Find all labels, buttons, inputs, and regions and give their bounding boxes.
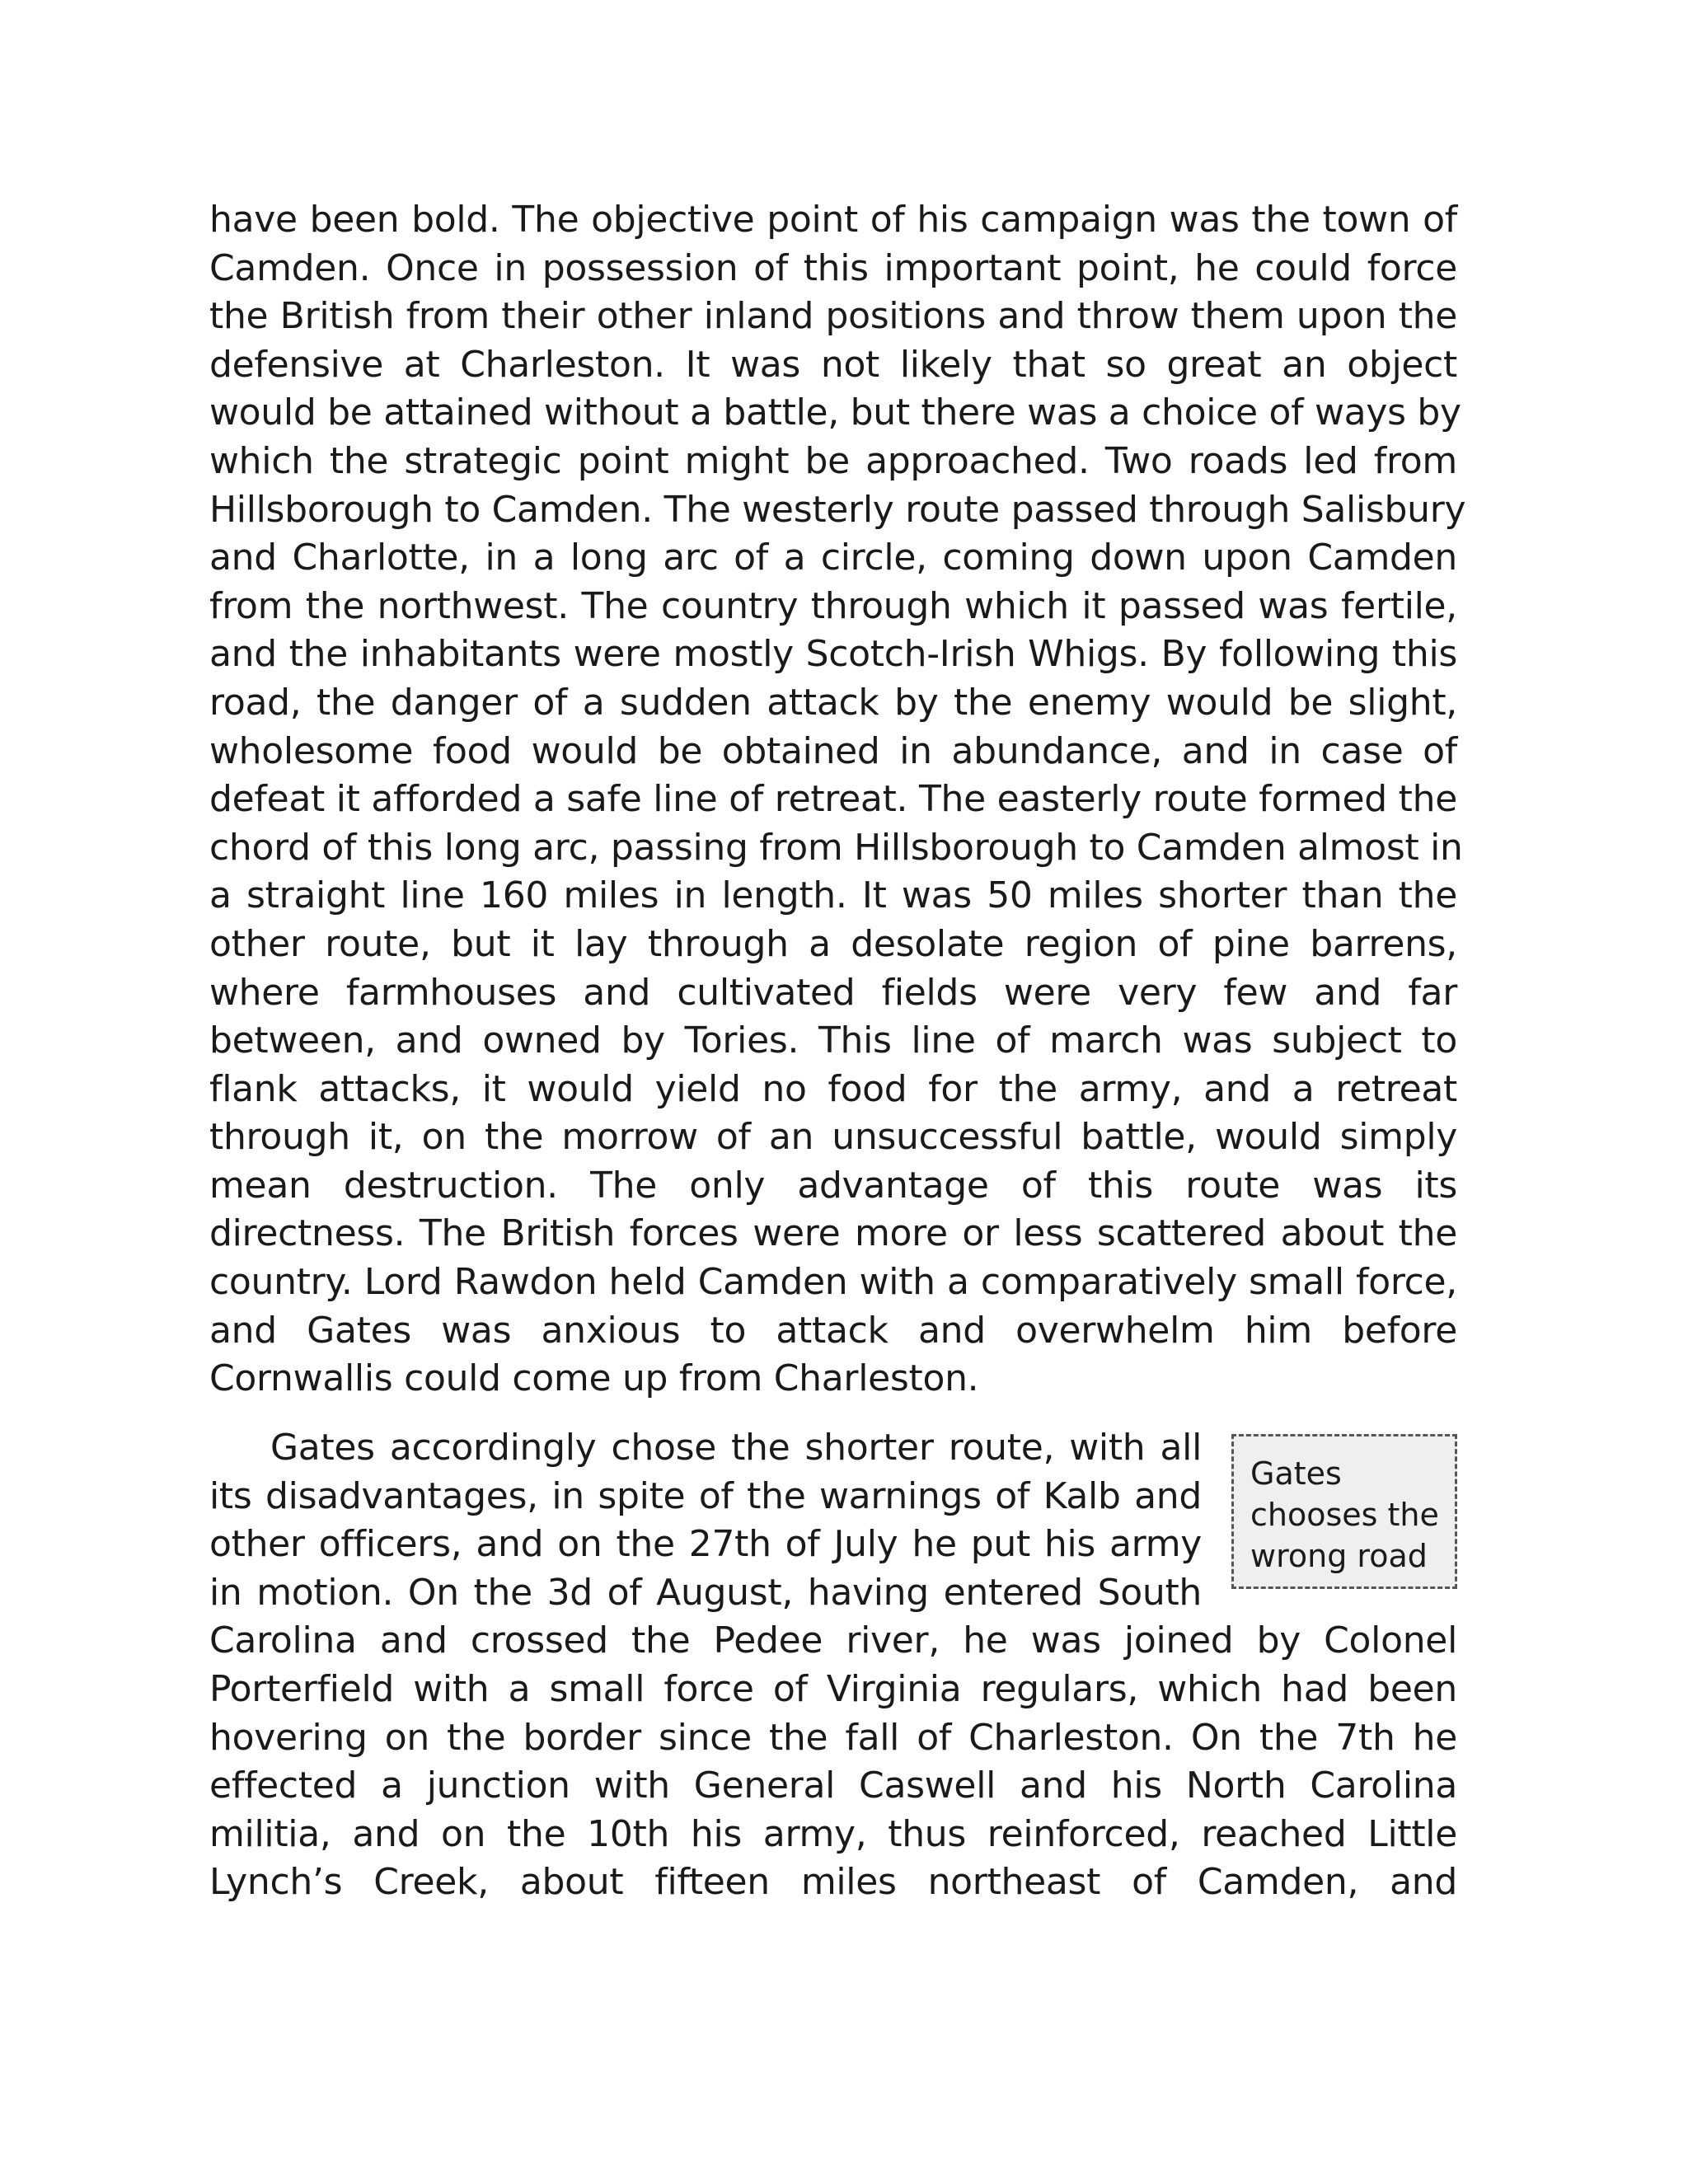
text-line: and Gates was anxious to attack and overwhelm him before xyxy=(209,1309,1457,1352)
text-line: have been bold. The objective point of his campaign was the town of xyxy=(209,199,1457,241)
margin-note xyxy=(1231,1434,1457,1589)
text-line: road, the danger of a sudden attack by the enemy would be slight, xyxy=(209,681,1457,724)
margin-note-line: chooses the xyxy=(1250,1497,1439,1533)
text-line: country. Lord Rawdon held Camden with a comparatively small force, xyxy=(209,1261,1457,1304)
text-line: Porterfield with a small force of Virginia regulars, which had been xyxy=(209,1667,1457,1710)
text-line: directness. The British forces were more or less scattered about the xyxy=(209,1212,1457,1255)
text-line: would be attained without a battle, but there was a choice of ways by xyxy=(209,391,1461,434)
text-line: Carolina and crossed the Pedee river, he was joined by Colonel xyxy=(209,1619,1457,1662)
text-line: flank attacks, it would yield no food for the army, and a retreat xyxy=(209,1067,1457,1110)
text-line: which the strategic point might be approached. Two roads led from xyxy=(209,439,1457,482)
text-line: in motion. On the 3d of August, having entered South xyxy=(209,1571,1202,1614)
text-line: defeat it afforded a safe line of retreat. The easterly route formed the xyxy=(209,778,1457,821)
text-line: between, and owned by Tories. This line of march was subject to xyxy=(209,1019,1457,1062)
text-line: other officers, and on the 27th of July he put his army xyxy=(209,1523,1202,1566)
text-line: wholesome food would be obtained in abundance, and in case of xyxy=(209,729,1457,772)
text-line: hovering on the border since the fall of Charleston. On the 7th he xyxy=(209,1716,1457,1759)
text-line: Lynch’s Creek, about fifteen miles northeast of Camden, and xyxy=(209,1861,1457,1904)
text-line: its disadvantages, in spite of the warnings of Kalb and xyxy=(209,1474,1202,1517)
margin-note-line: Gates xyxy=(1250,1455,1342,1492)
text-line: the British from their other inland positions and throw them upon the xyxy=(209,295,1457,338)
paragraph-1 xyxy=(209,196,1466,1404)
text-line: mean destruction. The only advantage of this route was its xyxy=(209,1164,1457,1207)
text-line: through it, on the morrow of an unsuccessful battle, would simply xyxy=(209,1116,1457,1159)
text-line: other route, but it lay through a desolate region of pine barrens, xyxy=(209,922,1457,965)
text-line: militia, and on the 10th his army, thus reinforced, reached Little xyxy=(209,1812,1457,1855)
text-line: and Charlotte, in a long arc of a circle, coming down upon Camden xyxy=(209,537,1457,579)
text-line: Cornwallis could come up from Charleston. xyxy=(209,1357,979,1400)
text-line: from the northwest. The country through which it passed was fertile, xyxy=(209,584,1457,627)
margin-note-line: wrong road xyxy=(1250,1538,1428,1574)
text-line: effected a junction with General Caswell and his North Carolina xyxy=(209,1765,1457,1807)
text-line: a straight line 160 miles in length. It was 50 miles shorter than the xyxy=(209,874,1457,917)
text-line-indented: Gates accordingly chose the shorter route, with all xyxy=(270,1427,1202,1469)
text-line: where farmhouses and cultivated fields were very few and far xyxy=(209,971,1457,1014)
text-line: defensive at Charleston. It was not likely that so great an object xyxy=(209,343,1457,386)
text-line: and the inhabitants were mostly Scotch-Irish Whigs. By following this xyxy=(209,633,1457,676)
text-line: Camden. Once in possession of this important point, he could force xyxy=(209,246,1457,289)
text-line: chord of this long arc, passing from Hillsborough to Camden almost in xyxy=(209,826,1463,869)
text-line: Hillsborough to Camden. The westerly route passed through Salisbury xyxy=(209,488,1466,531)
